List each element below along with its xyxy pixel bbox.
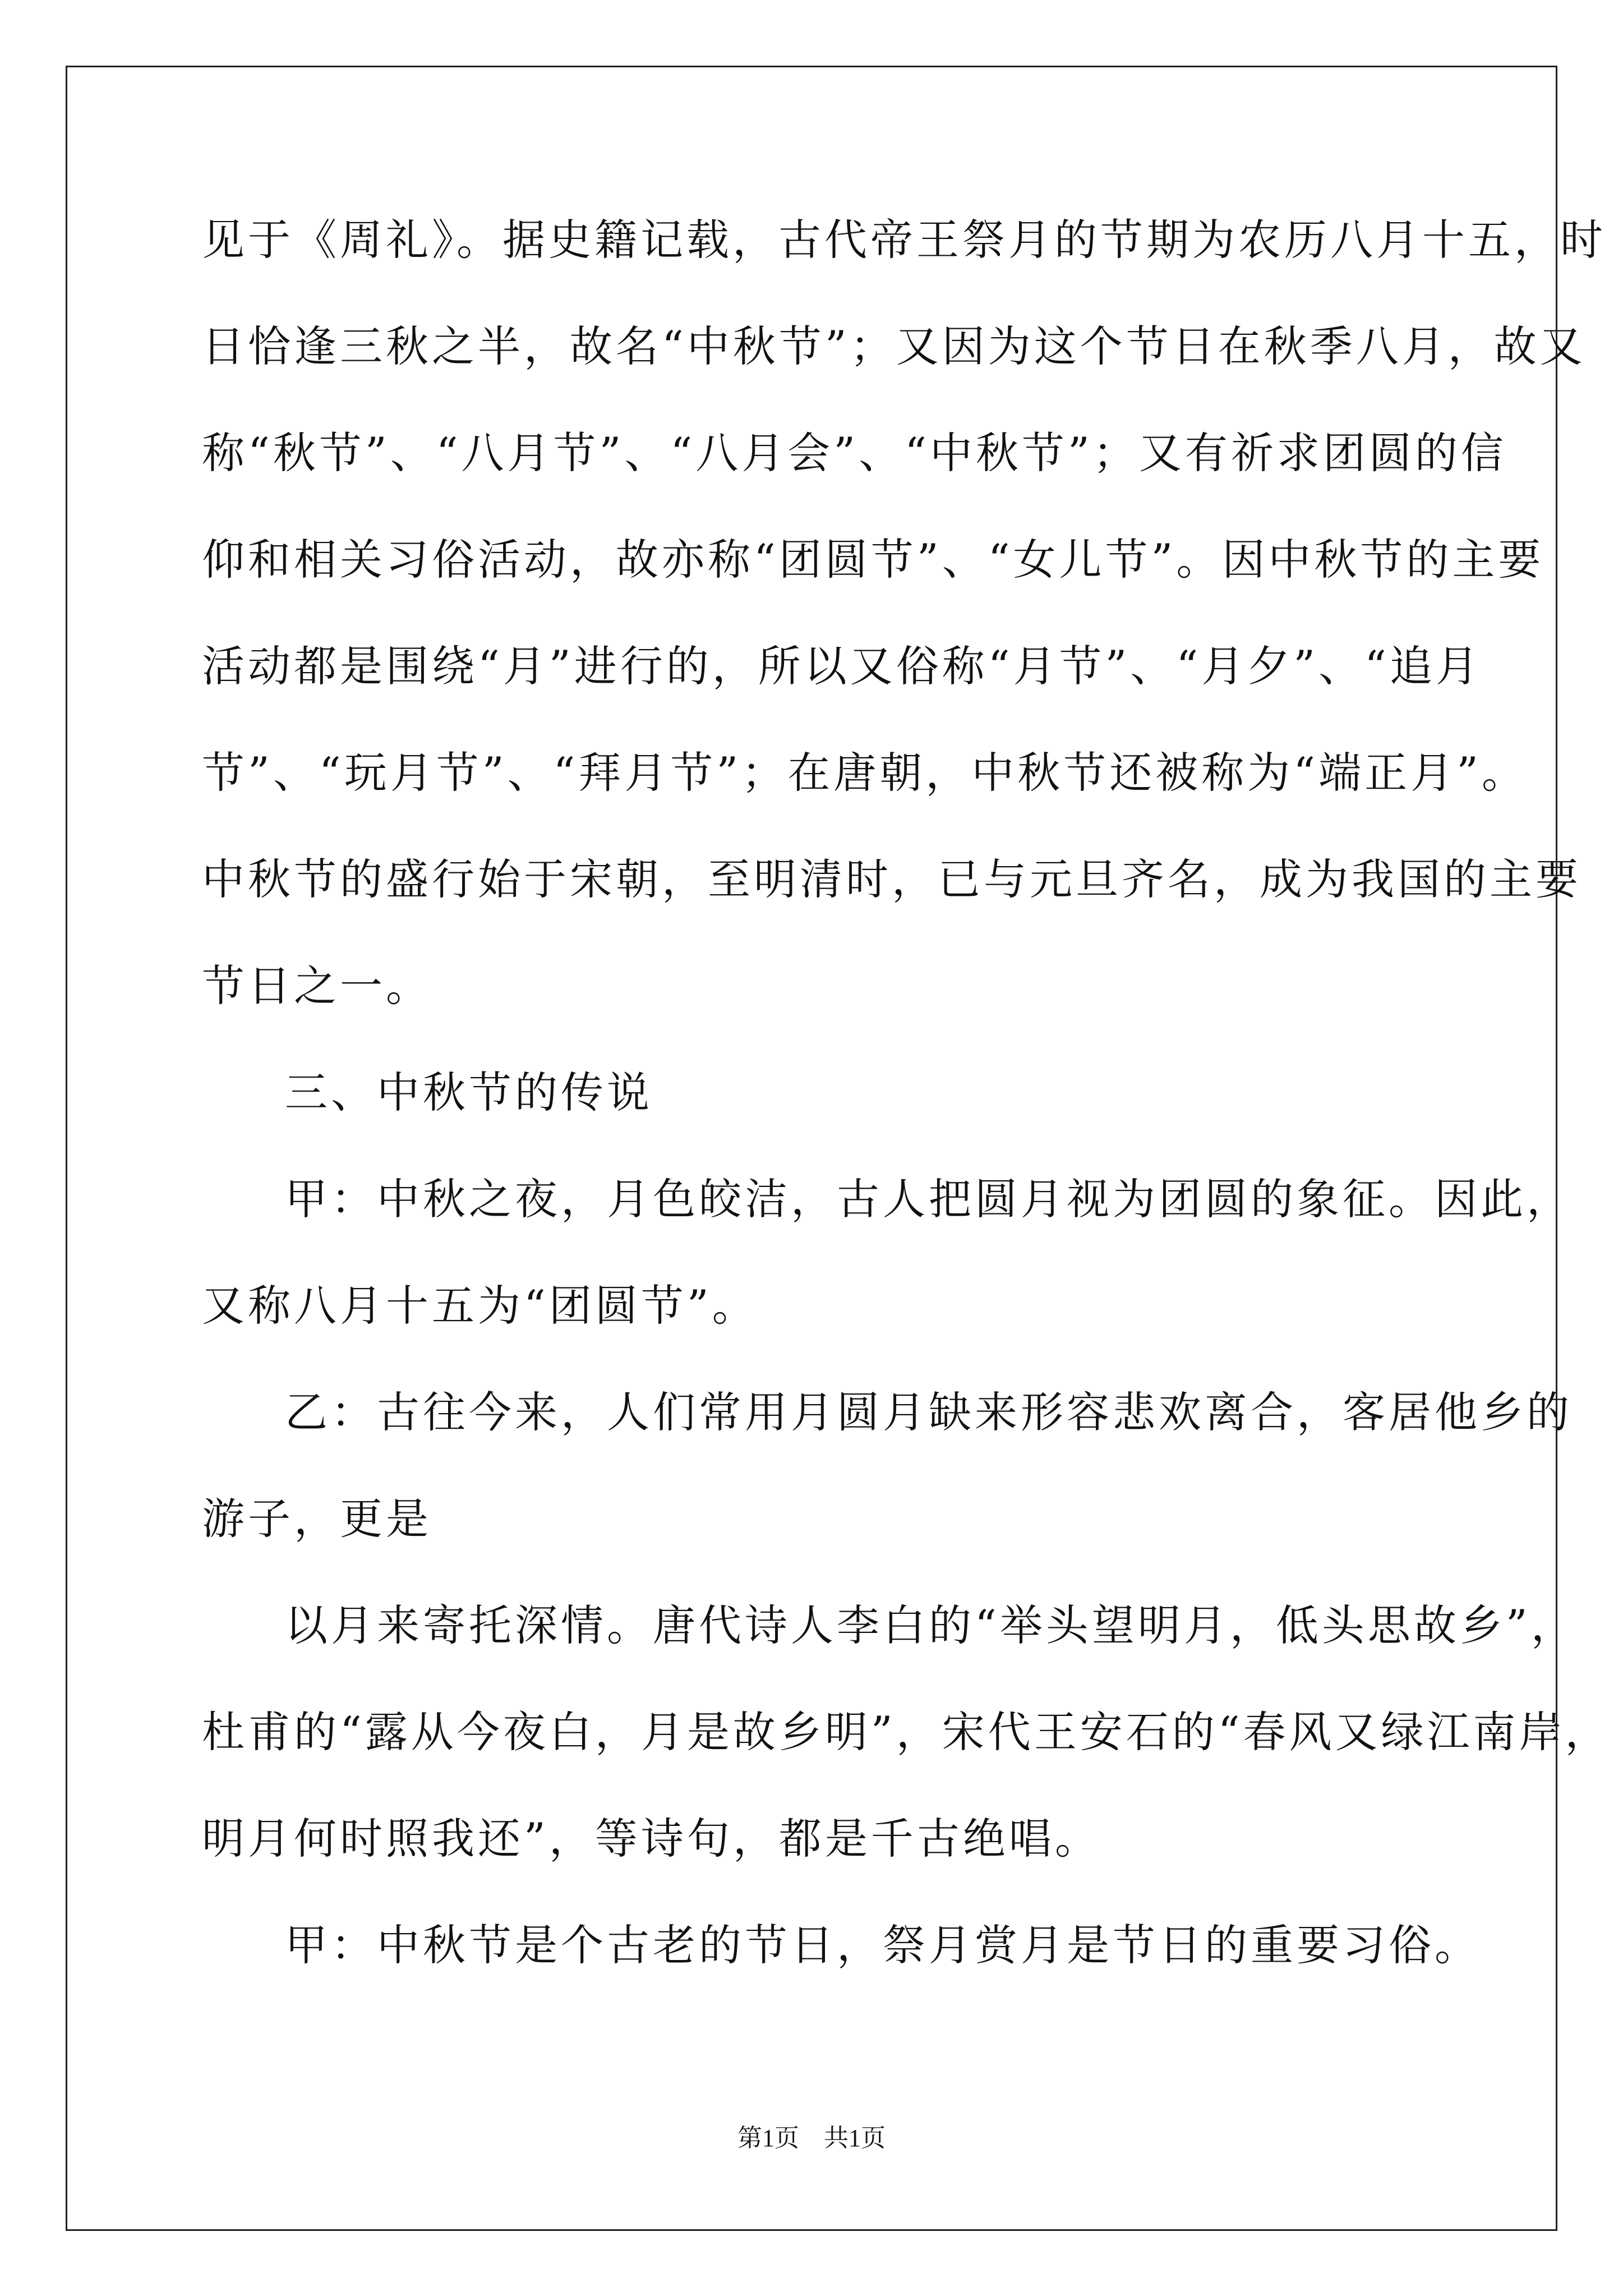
section-heading: 三、中秋节的传说 (285, 1068, 653, 1117)
text-line: 明月何时照我还”，等诗句，都是千古绝唱。 (202, 1814, 1101, 1864)
text-line: 游子，更是 (202, 1494, 432, 1544)
page-number-footer: 第1页 共1页 (737, 2124, 886, 2152)
text-line: 节日之一。 (202, 961, 432, 1011)
text-line: 活动都是围绕“月”进行的，所以又俗称“月节”、“月夕”、“追月 (202, 641, 1482, 691)
text-line: 节”、“玩月节”、“拜月节”；在唐朝，中秋节还被称为“端正月”。 (202, 748, 1528, 798)
text-line: 称“秋节”、“八月节”、“八月会”、“中秋节”；又有祈求团圆的信 (202, 428, 1507, 478)
text-line: 中秋节的盛行始于宋朝，至明清时，已与元旦齐名，成为我国的主要 (202, 854, 1581, 904)
text-line: 仰和相关习俗活动，故亦称“团圆节”、“女儿节”。因中秋节的主要 (202, 535, 1544, 585)
text-line: 甲：中秋之夜，月色皎洁，古人把圆月视为团圆的象征。因此， (285, 1174, 1573, 1224)
text-line: 以月来寄托深情。唐代诗人李白的“举头望明月，低头思故乡”， (285, 1600, 1577, 1650)
text-line: 甲：中秋节是个古老的节日，祭月赏月是节日的重要习俗。 (285, 1920, 1481, 1970)
text-line: 日恰逢三秋之半，故名“中秋节”；又因为这个节日在秋季八月，故又 (202, 321, 1586, 371)
text-line: 见于《周礼》。据史籍记载，古代帝王祭月的节期为农历八月十五，时 (202, 215, 1606, 265)
text-line: 乙：古往今来，人们常用月圆月缺来形容悲欢离合，客居他乡的 (285, 1387, 1573, 1437)
text-line: 又称八月十五为“团圆节”。 (202, 1281, 758, 1331)
text-line: 杜甫的“露从今夜白，月是故乡明”，宋代王安石的“春风又绿江南岸， (202, 1707, 1611, 1757)
document-body (202, 215, 1611, 2031)
